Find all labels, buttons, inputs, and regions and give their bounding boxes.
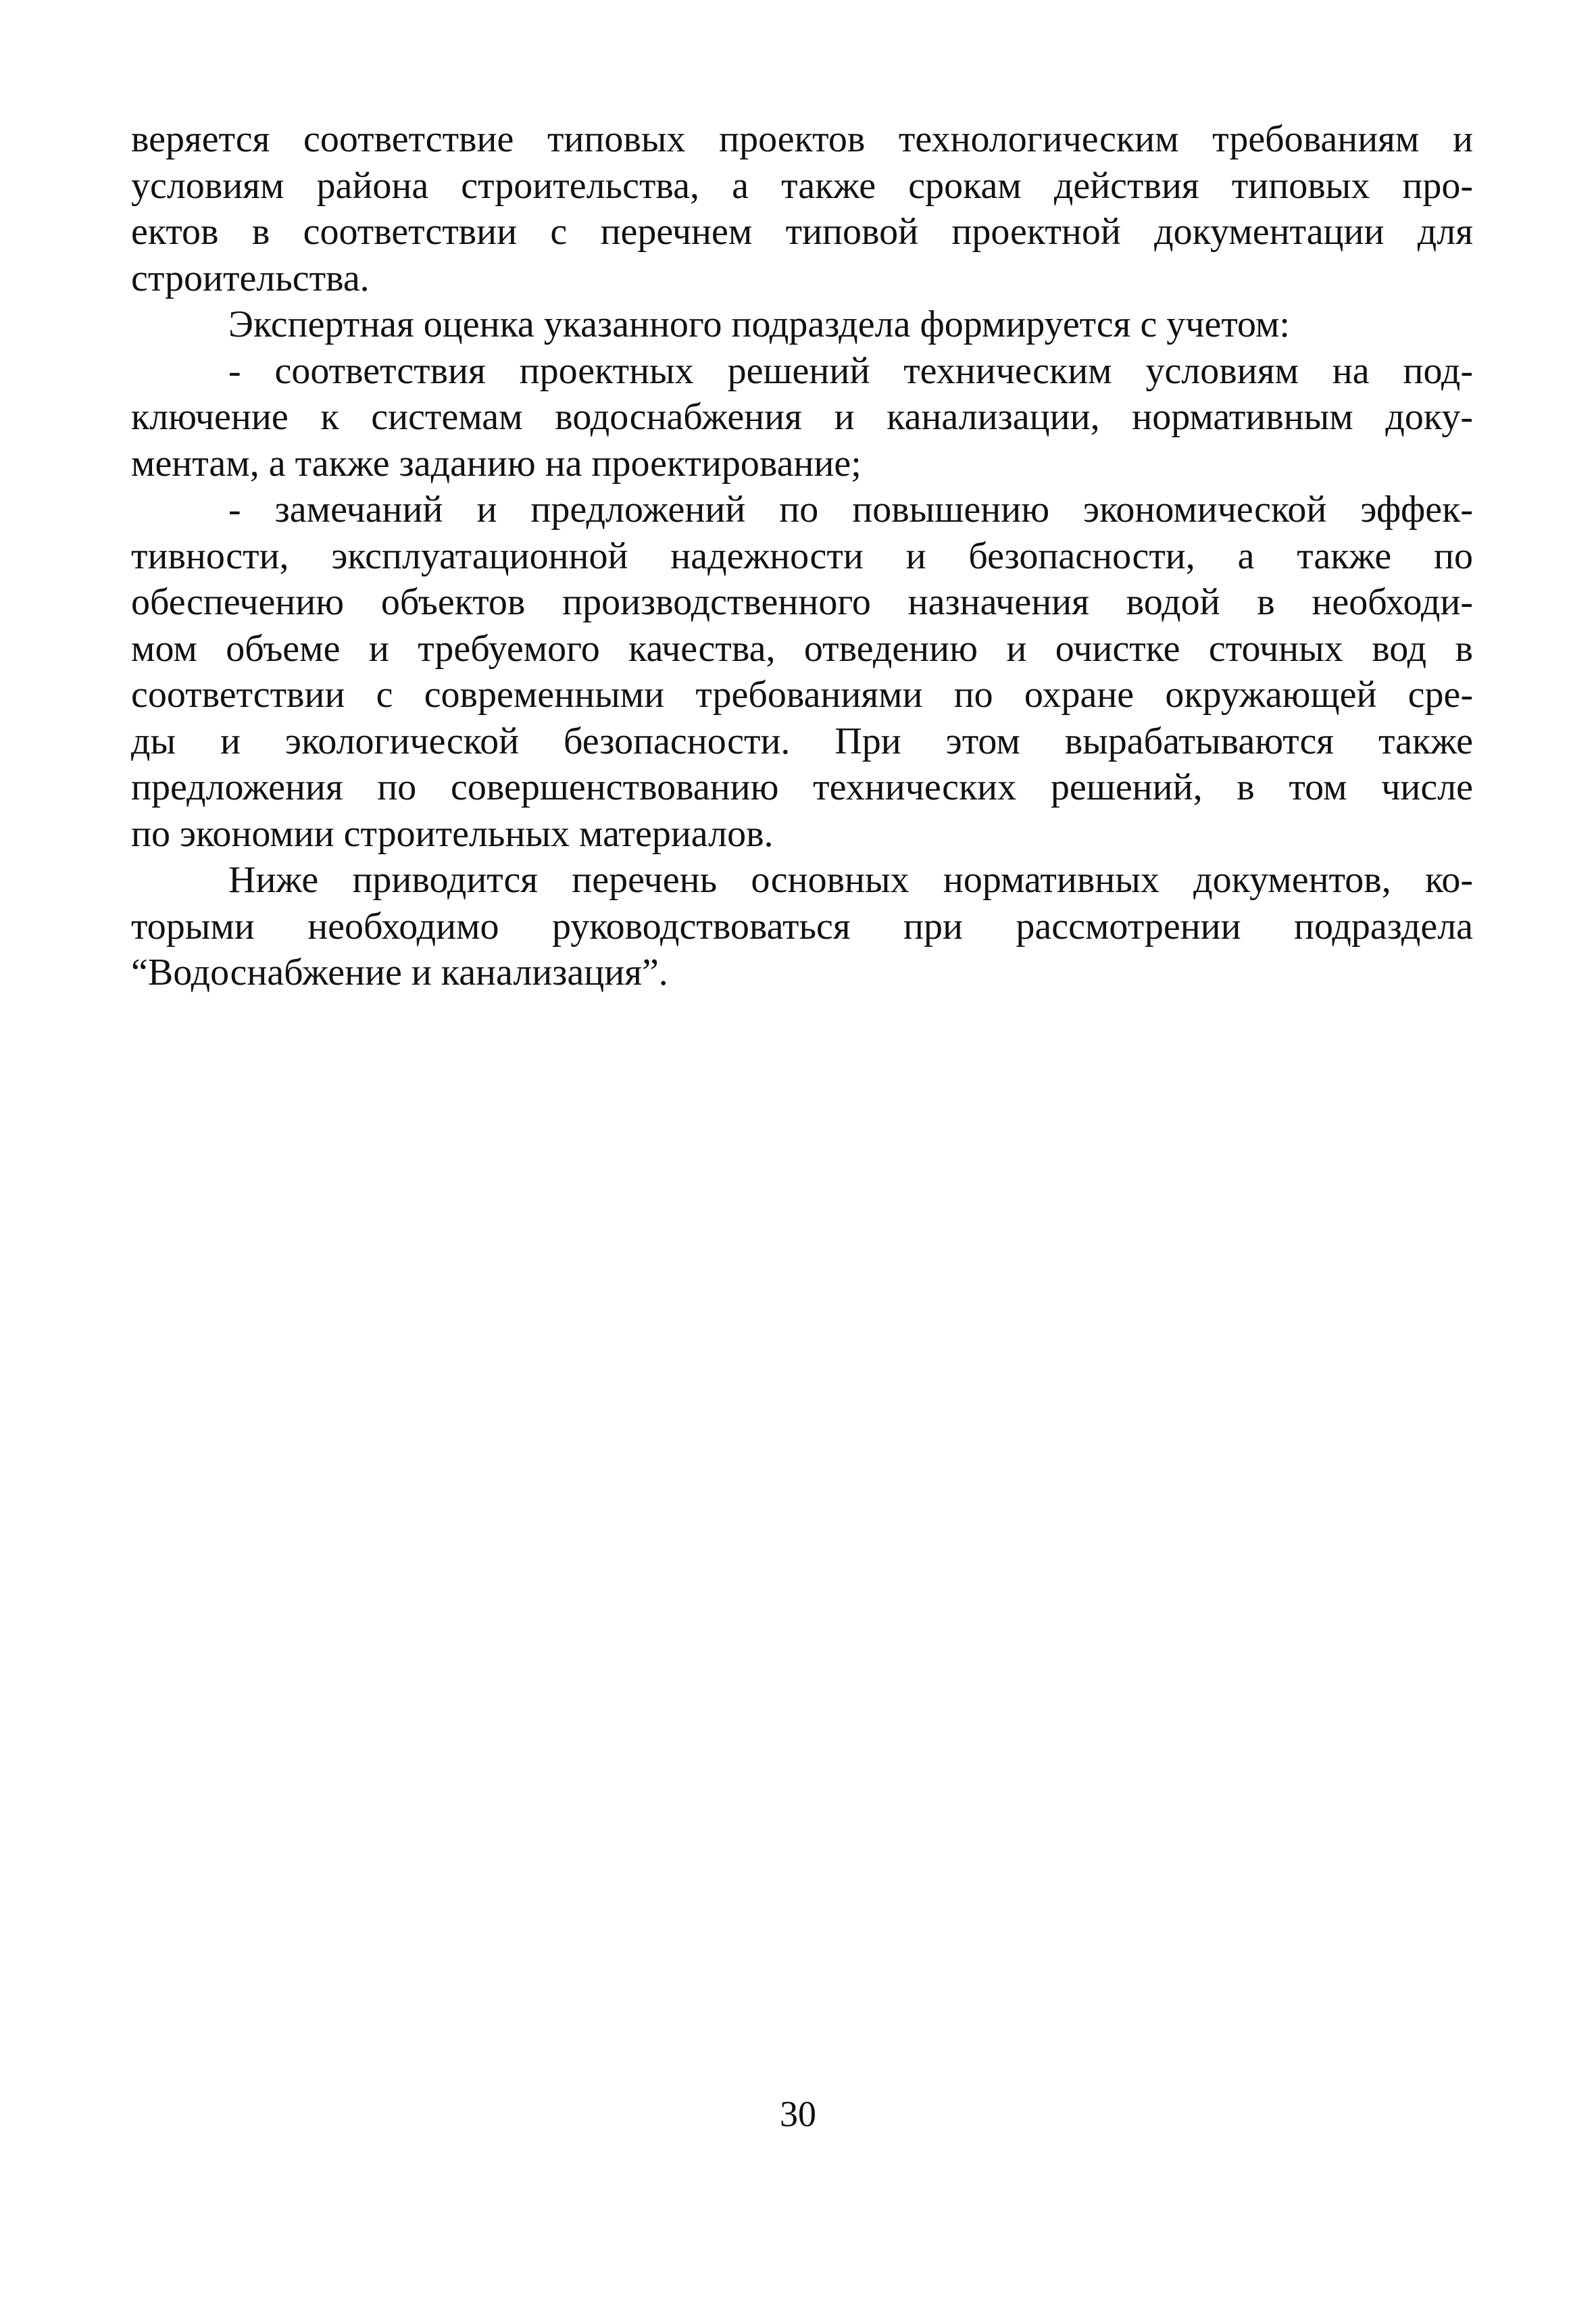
- text-line: ды и экологической безопасности. При этом вырабатываются также: [131, 720, 1473, 762]
- page-body: [131, 116, 1473, 996]
- text-line: ключение к системам водоснабжения и канализации, нормативным доку-: [131, 396, 1473, 438]
- text-line: Экспертная оценка указанного подраздела формируется с учетом:: [228, 303, 1290, 345]
- text-line: ментам, а также заданию на проектирование;: [131, 442, 862, 485]
- text-line: торыми необходимо руководствоваться при рассмотрении подраздела: [131, 905, 1473, 947]
- page-number: 30: [780, 2094, 816, 2134]
- text-line: по экономии строительных материалов.: [131, 812, 774, 855]
- text-line: обеспечению объектов производственного назначения водой в необходи-: [131, 581, 1473, 623]
- text-line: предложения по совершенствованию технических решений, в том числе: [131, 766, 1473, 808]
- paragraph: [131, 857, 1473, 996]
- text-line: тивности, эксплуатационной надежности и безопасности, а также по: [131, 535, 1473, 577]
- text-line: веряется соответствие типовых проектов технологическим требованиям и: [131, 118, 1473, 160]
- text-line: строительства.: [131, 257, 370, 299]
- text-line: “Водоснабжение и канализация”.: [131, 952, 668, 993]
- text-line: - замечаний и предложений по повышению экономической эффек-: [228, 489, 1473, 531]
- text-line: - соответствия проектных решений техническим условиям на под-: [228, 349, 1473, 392]
- text-line: Ниже приводится перечень основных нормативных документов, ко-: [228, 859, 1473, 901]
- list-item: [131, 348, 1473, 487]
- text-line: ектов в соответствии с перечнем типовой проектной документации для: [131, 211, 1473, 253]
- list-item: [131, 487, 1473, 857]
- paragraph: [131, 116, 1473, 301]
- text-line: условиям района строительства, а также срокам действия типовых про-: [131, 164, 1473, 207]
- text-line: мом объеме и требуемого качества, отведению и очистке сточных вод в: [131, 627, 1473, 670]
- text-line: соответствии с современными требованиями по охране окружающей сре-: [131, 674, 1473, 716]
- paragraph: [131, 301, 1473, 348]
